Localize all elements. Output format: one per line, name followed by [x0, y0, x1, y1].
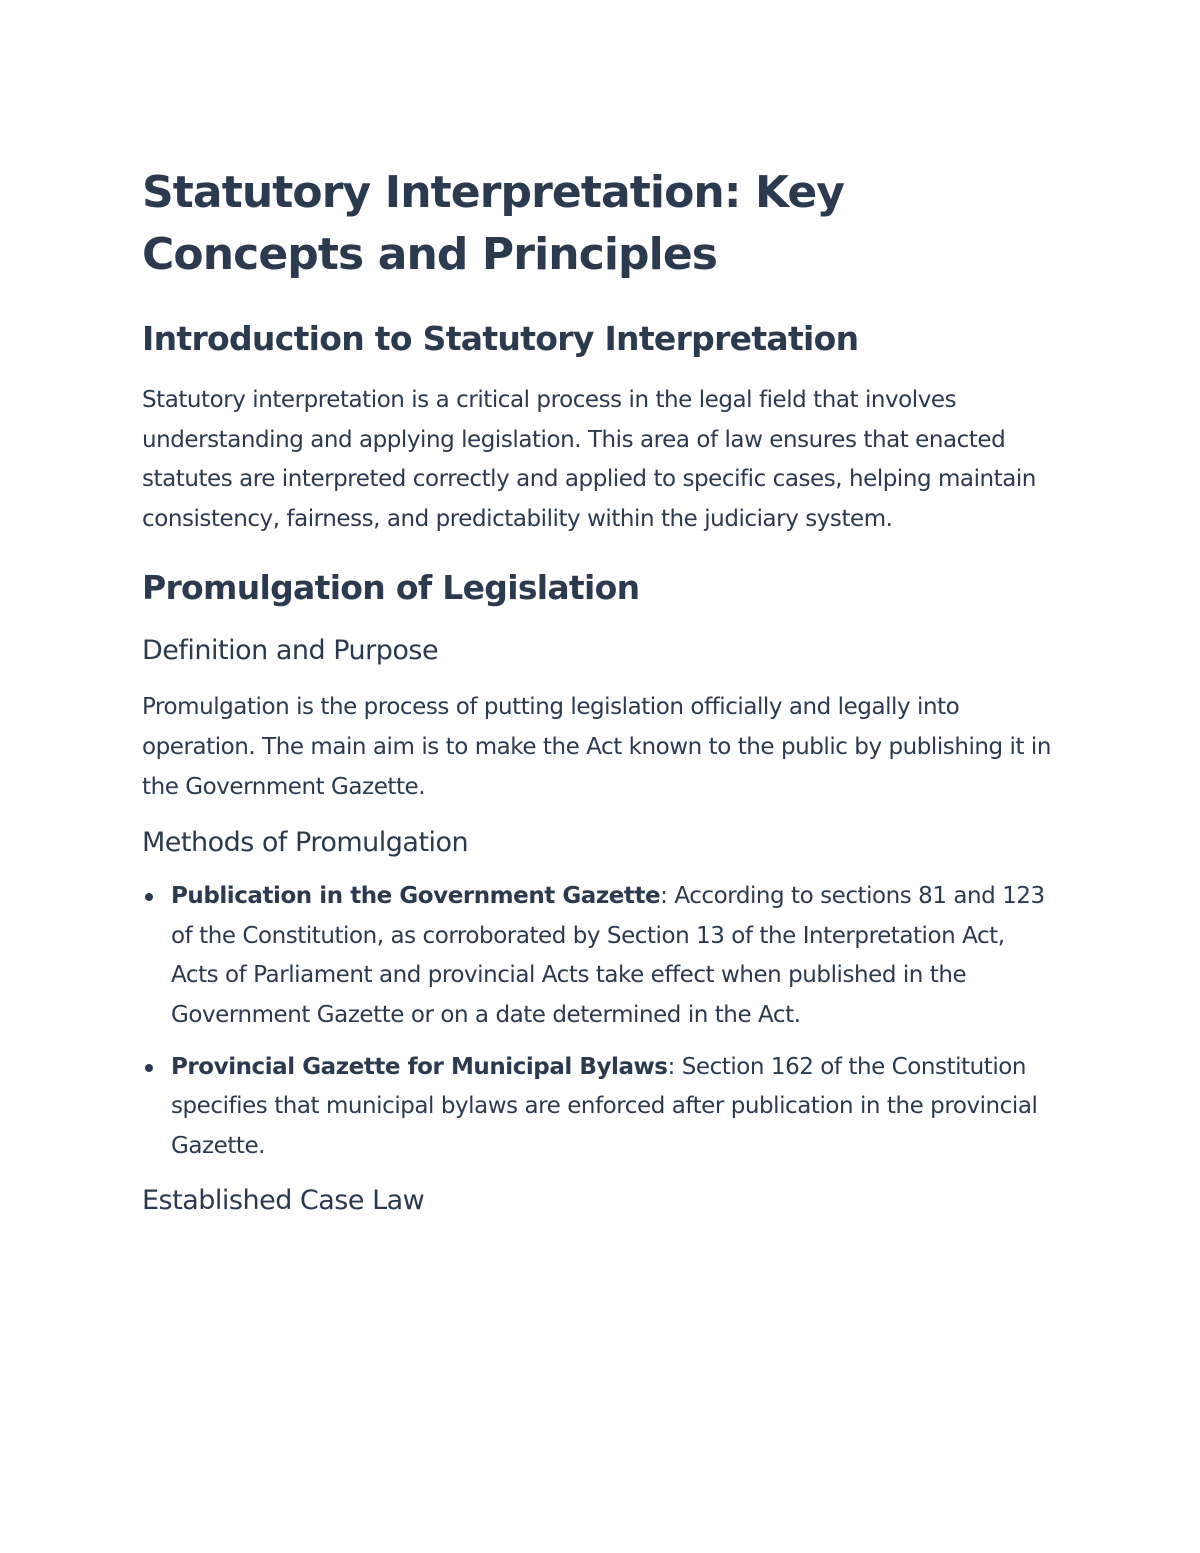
methods-list	[142, 877, 1052, 1166]
subsection-heading-methods: Methods of Promulgation	[142, 827, 469, 859]
section-heading-promulgation: Promulgation of Legislation	[142, 568, 640, 608]
bullet-icon	[145, 893, 153, 901]
list-item	[142, 1048, 1052, 1167]
list-item-term: Provincial Gazette for Municipal Bylaws	[171, 1053, 668, 1080]
section-heading-introduction: Introduction to Statutory Interpretation	[142, 319, 859, 358]
list-item	[142, 877, 1052, 1035]
definition-paragraph: Promulgation is the process of putting legislation officially and legally into operation. The main aim is to make the Act known to the public by publishing it in the Government Gazette.	[142, 694, 1051, 800]
list-item-text: : Section 162 of the Constitution specifies that municipal bylaws are enforced after publication in the provincial Gazette.	[171, 1053, 1038, 1159]
introduction-paragraph: Statutory interpretation is a critical process in the legal field that involves understanding and applying legislation. This area of law ensures that enacted statutes are interpreted correctly and applied to specific cases, helping maintain consistency, fairness, and predictability within the judiciary system.	[142, 387, 1036, 532]
document-title: Statutory Interpretation: Key Concepts and Principles	[142, 167, 845, 280]
bullet-icon	[145, 1064, 153, 1072]
subsection-heading-definition: Definition and Purpose	[142, 635, 439, 667]
list-item-text: : According to sections 81 and 123 of the Constitution, as corroborated by Section 13 of the Interpretation Act, Acts of Parliament and provincial Acts take effect when published in the Government Gazette or on a date determined in the Act.	[171, 883, 1045, 1028]
subsection-heading-case-law: Established Case Law	[142, 1185, 425, 1217]
document-page	[142, 162, 1052, 1219]
list-item-term: Publication in the Government Gazette	[171, 883, 661, 910]
